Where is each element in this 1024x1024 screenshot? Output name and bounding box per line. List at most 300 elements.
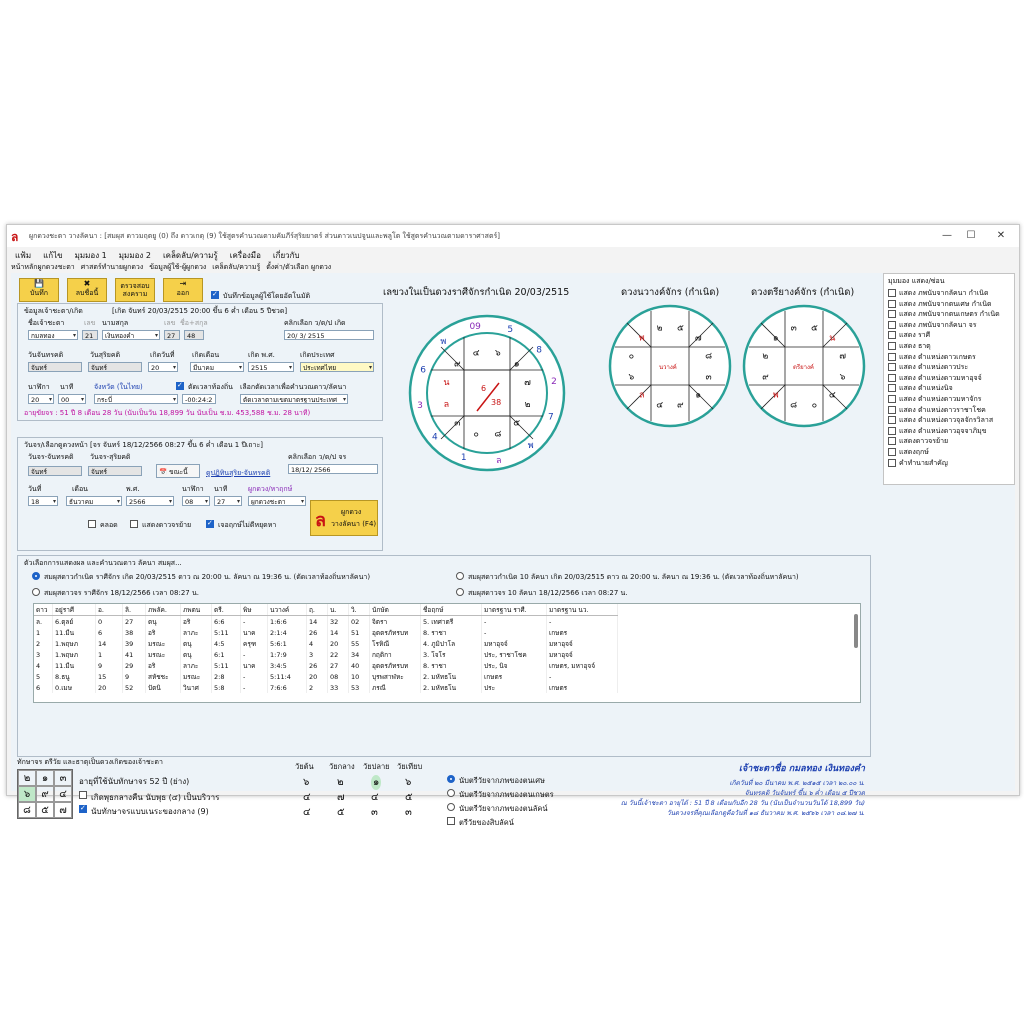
table-cell: มหาอุจจ์ (547, 649, 618, 660)
table-header-cell[interactable]: ตรี. (212, 604, 241, 616)
minimize-button[interactable]: — (942, 230, 952, 241)
table-cell: 08 (328, 671, 349, 682)
thaksa-cell: ๖ (18, 786, 36, 802)
thaksa-age-text: อายุที่ใช้นับทักษาจร 52 ปี (ย่าง) (79, 777, 190, 786)
transit-day-label: วันที่ (28, 485, 42, 493)
calendar-link[interactable]: ดูปฏิทินสุริย-จันทรคติ (206, 469, 271, 477)
outer-number: 8 (536, 345, 542, 356)
table-cell: ประ, ราชาโชค (482, 649, 547, 660)
view-option-item[interactable] (888, 415, 993, 426)
auspicious-label: เจอฤกษ์ไม่ดีหยุดหา (218, 521, 277, 529)
table-cell: นาค (241, 660, 268, 671)
natal-chart (407, 313, 567, 473)
radio-vai-lagna[interactable] (447, 803, 455, 811)
minute-label: นาที (60, 383, 74, 391)
fullname-number: 48 (184, 330, 204, 340)
table-scrollbar[interactable] (854, 614, 858, 648)
day-label: เกิดวันที่ (150, 351, 175, 359)
thaksa-cell: ๓ (54, 770, 72, 786)
table-cell: สหัชชะ (146, 671, 181, 682)
pick-date-label: คลิกเลือก ว/ด/ป เกิด (284, 319, 346, 327)
table-cell: นาค (241, 627, 268, 638)
vai-ten-lagna-checkbox[interactable] (447, 817, 455, 825)
table-row[interactable] (34, 671, 618, 682)
radio-vai-sesh-label: นับตรีวัยจากภพของตนเศษ (459, 776, 545, 785)
lock-checkbox[interactable] (88, 520, 96, 528)
now-label: ขณะนี้ (169, 468, 188, 476)
house-number: ๐ (628, 351, 635, 362)
view-option-label: แสดง ตำแหน่งดาวเกษตร (899, 352, 976, 361)
table-cell: โรหิณี (370, 638, 421, 649)
table-cell: 0.เมษ (53, 682, 96, 693)
view-option-checkbox[interactable] (888, 395, 896, 403)
table-cell: 5:6:1 (268, 638, 307, 649)
offset-field[interactable]: -00:24:2 (182, 394, 216, 404)
day-select[interactable]: 20 ▾ (148, 362, 178, 372)
table-cell: 4 (307, 638, 328, 649)
save-icon: 💾 (34, 279, 44, 288)
table-header-cell[interactable]: อ. (96, 604, 123, 616)
table-cell: 11.มีน (53, 627, 96, 638)
owner-summary-line4: วันดวงจรที่คุณเลือกดูคือวันที่ ๑๘ ธันวาคม พ.ศ. ๒๕๖๖ เวลา ๐๘.๒๗ น. (666, 809, 865, 817)
table-header-cell[interactable]: น. (328, 604, 349, 616)
radio-vai-kaset[interactable] (447, 789, 455, 797)
view-option-item[interactable] (888, 458, 948, 469)
thaksa-cell: ๑ (36, 770, 54, 786)
table-cell: 20 (307, 671, 328, 682)
transit-panel (17, 437, 383, 551)
table-row[interactable] (34, 616, 618, 628)
tri-age-header: วัยปลาย (363, 762, 390, 771)
house-number: ๔ (828, 390, 836, 401)
view-option-label: แสดง ธาตุ (899, 342, 931, 350)
menu-view2[interactable]: มุมมอง 2 (118, 251, 151, 260)
view-option-item[interactable] (888, 320, 976, 331)
transit-year-select[interactable]: 2566 ▾ (126, 496, 174, 506)
table-header-cell[interactable]: มาตรฐาน นว. (547, 604, 618, 616)
view-option-checkbox[interactable] (888, 321, 896, 329)
view-option-item[interactable] (888, 383, 953, 394)
transit-day-select[interactable]: 18 ▾ (28, 496, 58, 506)
view-option-label: แสดง ราศี (899, 331, 931, 340)
tri-age-cell: ๕ (337, 807, 345, 818)
birth-panel (17, 303, 383, 421)
transit-section-title: วันจร/เลือกดูดวงหน้า [จร จันทร์ 18/12/2566 08:27 ขึ้น 6 ค่ำ เดือน 1 ปีเถาะ] (24, 441, 263, 449)
hour-select[interactable]: 20 ▾ (28, 394, 54, 404)
transit-mode-select[interactable]: ผูกดวงชะตา ▾ (248, 496, 306, 506)
outer-number: ล (496, 455, 502, 466)
name-number: 21 (82, 330, 98, 340)
thaksa-cell: ๕ (36, 802, 54, 818)
radio-natal-zodiac[interactable] (32, 572, 40, 580)
table-row[interactable] (34, 638, 618, 649)
table-cell: 1 (96, 649, 123, 660)
country-select[interactable]: ประเทศไทย ▾ (300, 362, 374, 372)
table-header-cell[interactable]: นักษัต (370, 604, 421, 616)
view-option-checkbox[interactable] (888, 406, 896, 414)
view-option-label: คำทำนายสำคัญ (899, 458, 948, 467)
house-number: ๙ (677, 400, 684, 411)
tri-age-cell: ๖ (405, 777, 412, 788)
table-cell: อริ (146, 660, 181, 671)
table-cell: มหาอุจจ์ (547, 638, 618, 649)
exit-label: ออก (176, 289, 190, 297)
tab-astrology[interactable]: ศาสตร์ทำนายผูกดวง (80, 263, 144, 271)
surname-select[interactable]: เงินทองคำ ▾ (102, 330, 160, 340)
hour-label: นาฬิกา (28, 383, 50, 391)
month-select[interactable]: มีนาคม ▾ (190, 362, 244, 372)
tri-age-cell: ๓ (405, 807, 412, 818)
transit-date-picker[interactable]: 18/12/ 2566 (288, 464, 378, 474)
table-header-cell[interactable]: พิษ (241, 604, 268, 616)
table-cell: 53 (349, 682, 370, 693)
center-value-a: 6 (481, 384, 487, 393)
province-select[interactable]: กระบี่ ▾ (94, 394, 178, 404)
view-option-checkbox[interactable] (888, 310, 896, 318)
menu-view1[interactable]: มุมมอง 1 (74, 251, 107, 260)
view-option-checkbox[interactable] (888, 416, 896, 424)
tri-age-grid (295, 761, 445, 825)
view-option-label: แสดง ภพนับจากตนเกษตร กำเนิด (899, 310, 1000, 319)
table-cell: 7:6:6 (268, 682, 307, 693)
inner-number: น (443, 378, 450, 389)
tri-age-cell: ๖ (303, 777, 310, 788)
table-cell: 2 (34, 638, 53, 649)
suriya-label: วันสุริยคติ (90, 351, 121, 359)
view-option-checkbox[interactable] (888, 437, 896, 445)
no-label: เลข (84, 319, 96, 327)
view-option-item[interactable] (888, 341, 931, 352)
month-label: เกิดเดือน (192, 351, 220, 359)
view-option-checkbox[interactable] (888, 342, 896, 350)
house-number: ๑ (695, 390, 702, 401)
now-button[interactable] (156, 464, 200, 478)
table-cell: 3. โจโร (421, 649, 482, 660)
table-header-cell[interactable]: วิ. (349, 604, 370, 616)
house-number: ๕ (810, 323, 818, 334)
no2-label: เลข (164, 319, 176, 327)
view-option-checkbox[interactable] (888, 448, 896, 456)
tri-age-cell: ๒ (337, 777, 344, 788)
minute-select[interactable]: 00 ▾ (58, 394, 86, 404)
weekday-label: วันจันทรคติ (28, 351, 64, 359)
view-option-checkbox[interactable] (888, 289, 896, 297)
transit-hour-select[interactable]: 08 ▾ (182, 496, 210, 506)
radio-transit-zodiac-label: สมผุสดาวจร ราศีจักร 18/12/2566 เวลา 08:27 น. (44, 589, 199, 597)
table-cell: 5:11 (212, 660, 241, 671)
inner-number: ๙ (454, 359, 461, 370)
table-cell: 14 (328, 627, 349, 638)
table-cell: 2:1:4 (268, 627, 307, 638)
table-header-cell[interactable]: ภพลัค. (146, 604, 181, 616)
table-cell: 26 (307, 660, 328, 671)
table-header-cell[interactable]: นวางค์ (268, 604, 307, 616)
table-row[interactable] (34, 682, 618, 693)
table-cell: 51 (349, 627, 370, 638)
check-button[interactable] (115, 278, 155, 302)
table-cell: 8. ราชา (421, 627, 482, 638)
wednesday-night-checkbox[interactable] (79, 791, 87, 799)
weekday-field: จันทร์ (28, 362, 82, 372)
view-option-item[interactable] (888, 394, 981, 405)
lock-label: คลอด (100, 521, 118, 529)
table-row[interactable] (34, 660, 618, 671)
tri-age-cell: ๔ (303, 807, 311, 818)
table-cell: ตนุ (146, 616, 181, 628)
thaksa-cell: ๘ (18, 802, 36, 818)
table-cell: 20 (328, 638, 349, 649)
view-option-item[interactable] (888, 373, 982, 384)
tri-age-header: วัยเทียบ (397, 762, 423, 771)
table-cell: มรณะ (146, 638, 181, 649)
maximize-button[interactable]: ☐ (966, 230, 976, 241)
view-option-label: แสดงฤกษ์ (899, 448, 929, 456)
table-cell: 2:8 (212, 671, 241, 682)
view-option-item[interactable] (888, 426, 987, 437)
house-number: ๐ (811, 400, 818, 411)
outer-number: 2 (551, 377, 557, 388)
table-cell: 22 (328, 649, 349, 660)
house-number: ๖ (839, 372, 846, 383)
owner-summary (571, 761, 865, 825)
view-option-checkbox[interactable] (888, 384, 896, 392)
birth-date-picker[interactable]: 20/ 3/ 2515 (284, 330, 374, 340)
house-number: ๙ (762, 372, 769, 383)
view-option-checkbox[interactable] (888, 374, 896, 382)
center-value-b: 38 (491, 398, 502, 407)
transit-year-label: พ.ศ. (126, 485, 140, 493)
house-number: พ (638, 333, 645, 344)
view-option-item[interactable] (888, 330, 930, 341)
table-cell: 5:8 (212, 682, 241, 693)
table-header-cell[interactable]: มาตรฐาน ราศี. (482, 604, 547, 616)
view-options-panel (883, 273, 1015, 485)
radio-transit-10[interactable] (456, 588, 464, 596)
year-select[interactable]: 2515 ▾ (248, 362, 294, 372)
outer-number: 5 (507, 325, 514, 336)
table-cell: ตนุ (181, 649, 212, 660)
table-cell: 29 (123, 660, 146, 671)
tab-tips[interactable]: เคล็ดลับ/ความรู้ (212, 263, 261, 271)
year-label: เกิด พ.ศ. (248, 351, 275, 359)
radio-transit-10-label: สมผุสดาวจร 10 ลัคนา 18/12/2566 เวลา 08:27 น. (468, 589, 628, 597)
tab-main[interactable]: หน้าหลักผูกดวงชะตา (11, 263, 75, 271)
radio-vai-sesh[interactable] (447, 775, 455, 783)
table-cell: อริ (181, 616, 212, 628)
table-cell: 39 (123, 638, 146, 649)
triyang-chart (741, 303, 867, 429)
navang-chart-title: ดวงนวางค์จักร (กำเนิด) (621, 287, 720, 298)
view-option-item[interactable] (888, 288, 989, 299)
calc-mode-select[interactable]: ตัดเวลาตามเขตมาตรฐานประเทศ ▾ (240, 394, 348, 404)
view-option-item[interactable] (888, 405, 986, 416)
house-number: พ (772, 390, 779, 401)
table-cell: 55 (349, 638, 370, 649)
view-option-item[interactable] (888, 362, 968, 373)
outer-number: 6 (420, 365, 426, 376)
options-section-title: ตัวเลือกการแสดงผล และคำนวณดาว ลัคนา สมผุส... (24, 559, 182, 567)
menu-edit[interactable]: แก้ไข (43, 251, 63, 260)
table-header-cell[interactable]: ฤ. (307, 604, 328, 616)
table-cell: ครุฑ (241, 638, 268, 649)
table-cell: เกษตร (482, 671, 547, 682)
table-header-cell[interactable]: ภพตน (181, 604, 212, 616)
table-header-cell[interactable]: ชื่อฤกษ์ (421, 604, 482, 616)
house-number: น (829, 333, 836, 344)
outer-number: 09 (469, 322, 481, 333)
view-option-checkbox[interactable] (888, 459, 896, 467)
view-option-label: แสดง ตำแหน่งดาวมหาอุจจ์ (899, 373, 982, 382)
client-area (11, 273, 1015, 827)
menu-about[interactable]: เกี่ยวกับ (272, 251, 300, 260)
view-option-checkbox[interactable] (888, 353, 896, 361)
table-cell: 34 (349, 649, 370, 660)
planet-table (33, 603, 861, 703)
auspicious-checkbox[interactable] (206, 520, 214, 528)
delete-name-button[interactable] (67, 278, 107, 302)
view-option-item[interactable] (888, 436, 948, 447)
show-stars-checkbox[interactable] (130, 520, 138, 528)
house-number: ๒ (762, 351, 769, 362)
view-option-label: แสดง ตำแหน่งดาวจุลจักรวิลาส (899, 416, 994, 425)
table-cell: 11.มีน (53, 660, 96, 671)
table-header-cell[interactable]: ดาว (34, 604, 53, 616)
view-option-label: แสดง ภพนับจากลัคนา จร (899, 320, 977, 329)
localtime-label: ตัดเวลาท้องถิ่น (188, 383, 233, 391)
table-cell: 1.พฤษภ (53, 649, 96, 660)
auto-save-checkbox[interactable] (211, 291, 219, 299)
tab-settings[interactable]: ตั้งค่า/ตัวเลือก ผูกดวง (266, 263, 332, 271)
table-cell: 2 (307, 682, 328, 693)
radio-natal-zodiac-label: สมผุสดาวกำเนิด ราศีจักร เกิด 20/03/2515 ดาว ณ 20:00 น. ลัคนา ณ 19:36 น. (ตัดเวลาท้องถิ่นหาลัคนา) (44, 573, 371, 581)
table-cell: 3 (307, 649, 328, 660)
radio-transit-zodiac[interactable] (32, 588, 40, 596)
birth-section-title: ข้อมูลเจ้าชะตา/เกิด (24, 307, 83, 315)
transit-weekday-field: จันทร์ (28, 466, 82, 476)
cast-logo-icon: ล (315, 510, 327, 531)
table-header-cell[interactable]: ลิ. (123, 604, 146, 616)
tab-users[interactable]: ข้อมูลผู้ใช้-ผู้ผูกดวง (149, 263, 207, 271)
thaksa-title: ทักษาจร ตรีวัย และธาตุเป็นดวงเกิดของเจ้าชะตา (17, 758, 163, 766)
view-option-label: แสดง ตำแหน่งดาวราชาโชค (899, 405, 986, 414)
view-options-title: มุมมอง แสดง/ซ่อน (888, 277, 945, 285)
table-row[interactable] (34, 649, 618, 660)
inner-number: ๐ (473, 429, 479, 440)
name-label: ชื่อเจ้าชะตา (28, 319, 65, 327)
main-chart-title: เลขวงในเป็นดวงราศีจักรกำเนิด 20/03/2515 (383, 287, 570, 298)
table-cell: 1 (34, 627, 53, 638)
menu-tools[interactable]: เครื่องมือ (229, 251, 261, 260)
radio-natal-10[interactable] (456, 572, 464, 580)
table-cell: กฤติกา (370, 649, 421, 660)
table-cell: 15 (96, 671, 123, 682)
table-cell: อุตตรภัทรบท (370, 660, 421, 671)
table-cell: 26 (307, 627, 328, 638)
thaksa-center-checkbox[interactable] (79, 805, 87, 813)
tri-age-cell: ๑ (373, 777, 380, 788)
table-cell: ลาภะ (181, 660, 212, 671)
save-button[interactable] (19, 278, 59, 302)
calendar-icon: 📅 (159, 468, 170, 476)
table-cell: 02 (349, 616, 370, 628)
exit-button[interactable] (163, 278, 203, 302)
view-option-checkbox[interactable] (888, 427, 896, 435)
table-row[interactable] (34, 627, 618, 638)
cast-chart-button[interactable] (310, 500, 378, 536)
menu-tips[interactable]: เคล็ดลับ/ความรู้ (162, 251, 218, 260)
table-cell: 5. เทศาตรี (421, 616, 482, 628)
house-number: ๑ (772, 333, 779, 344)
table-cell: 40 (349, 660, 370, 671)
transit-mode-label: ผูกดวง/หาฤกษ์ (248, 485, 293, 493)
view-option-checkbox[interactable] (888, 363, 896, 371)
table-cell: 4. ภูมิปาโล (421, 638, 482, 649)
table-cell: - (547, 616, 618, 628)
view-option-item[interactable] (888, 309, 1000, 320)
transit-suriya-label: วันจร-สุริยคติ (90, 453, 131, 461)
table-cell: 52 (123, 682, 146, 693)
table-cell: 5 (34, 671, 53, 682)
delete-label: ลบชื่อนี้ (75, 289, 99, 297)
table-cell: 3:4:5 (268, 660, 307, 671)
outer-number: 7 (548, 412, 554, 423)
menu-file[interactable]: แฟ้ม (15, 251, 32, 260)
calc-time-label: เลือกตัดเวลาเพื่อคำนวณดาว/ลัคนา (240, 383, 347, 391)
view-option-checkbox[interactable] (888, 331, 896, 339)
owner-summary-line3: ณ วันนี้เจ้าชะตา อายุได้ : 51 ปี 8 เดือนกับอีก 28 วัน (นับเป็นจำนวนวันได้ 18,899 วัน) (620, 799, 865, 807)
table-cell: - (241, 649, 268, 660)
view-option-checkbox[interactable] (888, 300, 896, 308)
table-cell: ลาภะ (181, 627, 212, 638)
radio-natal-10-label: สมผุสดาวกำเนิด 10 ลัคนา เกิด 20/03/2515 ดาว ณ 20:00 น. ลัคนา ณ 19:36 น. (ตัดเวลาท้องถิ่นหาลัคนา) (468, 573, 799, 581)
tri-age-cell: ๕ (405, 792, 413, 803)
table-cell: 3 (34, 649, 53, 660)
table-cell: เกษตร (547, 682, 618, 693)
inner-number: ๘ (494, 429, 502, 440)
owner-summary-name: เจ้าชะตาชื่อ กมลทอง เงินทองคำ (738, 764, 865, 774)
navang-center-label: นวางค์ (659, 364, 677, 371)
main-window (6, 224, 1020, 827)
province-label: จังหวัด (ในไทย) (94, 383, 143, 391)
tri-age-header: วัยกลาง (329, 762, 355, 771)
show-stars-label: แสดงดาวจรย้าย (142, 521, 192, 529)
table-cell: 32 (328, 616, 349, 628)
localtime-checkbox[interactable] (176, 382, 184, 390)
table-cell: ภรณี (370, 682, 421, 693)
name-select[interactable]: กมลทอง ▾ (28, 330, 78, 340)
transit-month-select[interactable]: ธันวาคม ▾ (66, 496, 122, 506)
view-option-item[interactable] (888, 447, 929, 458)
window-title: ผูกดวงชะตา วางลัคนา : [สมผุส ดาวมฤตยู (0) ถึง ดาวเกตุ (9) ใช้สูตรคำนวณตามคัมภีร์สุริยยาตร์ ส่วนดาวเนปจูนและพลูโต ใช้สูตรคำนวณตามดาราศาสตร์] (29, 232, 500, 240)
view-option-item[interactable] (888, 352, 976, 363)
table-cell: 6 (96, 627, 123, 638)
tri-age-cell: ๗ (337, 792, 345, 803)
table-cell: อุตตรภัทรบท (370, 627, 421, 638)
table-cell: 9 (123, 671, 146, 682)
view-option-item[interactable] (888, 299, 992, 310)
thaksa-grid (17, 769, 73, 819)
suriya-field: จันทร์ (88, 362, 142, 372)
house-number: ๖ (628, 372, 635, 383)
table-cell: 33 (328, 682, 349, 693)
house-number: ๘ (790, 400, 798, 411)
close-button[interactable]: ✕ (996, 230, 1006, 241)
thaksa-center-label: นับทักษาจรแบบเนระของกลาง (9) (91, 807, 209, 816)
transit-minute-select[interactable]: 27 ▾ (214, 496, 242, 506)
table-cell: มรณะ (181, 671, 212, 682)
table-header-cell[interactable]: อยู่ราศี (53, 604, 96, 616)
table-cell: 4:5 (212, 638, 241, 649)
